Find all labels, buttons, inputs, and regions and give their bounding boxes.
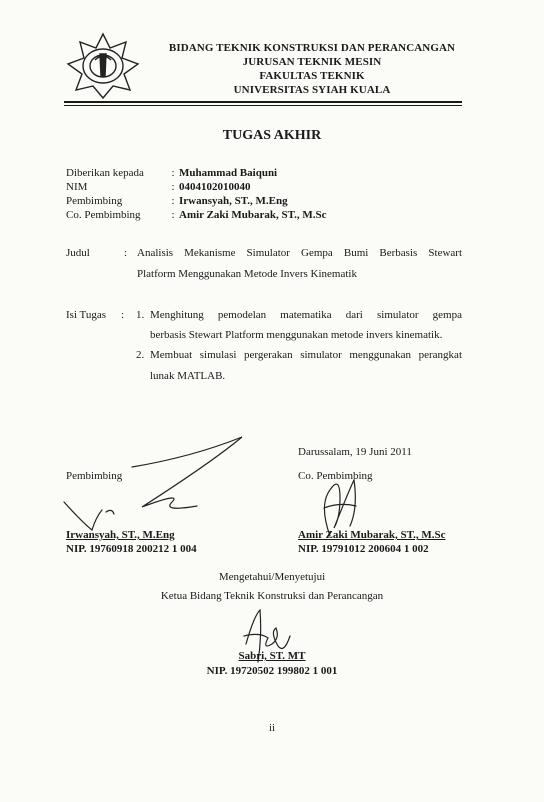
- judul-label: Judul: [66, 247, 90, 259]
- judul-line-1: Analisis Mekanisme Simulator Gempa Bumi Berbasis Stewart: [137, 247, 462, 259]
- approval-label: Mengetahui/Menyetujui: [218, 571, 326, 583]
- task-2-line-2: lunak MATLAB.: [150, 370, 226, 382]
- info-label: Diberikan kepada: [66, 167, 144, 179]
- task-1-line-1: Menghitung pemodelan matematika dari simulator gempa: [150, 309, 462, 321]
- info-value: Muhammad Baiquni: [179, 167, 278, 179]
- place-date: Darussalam, 19 Juni 2011: [298, 446, 412, 458]
- judul-colon: :: [124, 247, 128, 259]
- approver-name: Sabri, ST. MT: [238, 650, 306, 662]
- info-row: [66, 208, 327, 222]
- info-colon: :: [171, 195, 175, 207]
- approval-role: Ketua Bidang Teknik Konstruksi dan Perancangan: [160, 590, 384, 602]
- judul-line-2: Platform Menggunakan Metode Invers Kinematik: [137, 268, 357, 280]
- info-label: NIM: [66, 181, 88, 193]
- info-row: [66, 194, 288, 208]
- supervisor-nip: NIP. 19760918 200212 1 004: [66, 543, 197, 555]
- header-rule-thin: [64, 105, 462, 106]
- info-colon: :: [171, 167, 175, 179]
- info-value: Irwansyah, ST., M.Eng: [179, 195, 288, 207]
- department-name: BIDANG TEKNIK KONSTRUKSI DAN PERANCANGAN: [168, 42, 456, 54]
- isi-tugas-colon: :: [121, 309, 125, 321]
- co-supervisor-signature: [310, 468, 370, 538]
- co-supervisor-role: Co. Pembimbing: [298, 470, 373, 482]
- task-number-2: 2.: [136, 349, 145, 361]
- task-2-line-1: Membuat simulasi pergerakan simulator menggunakan perangkat: [150, 349, 462, 361]
- info-label: Co. Pembimbing: [66, 209, 141, 221]
- header-rule-thick: [64, 101, 462, 103]
- program-name: JURUSAN TEKNIK MESIN: [242, 56, 382, 68]
- info-row: [66, 180, 251, 194]
- info-colon: :: [171, 181, 175, 193]
- page-number: ii: [268, 722, 276, 734]
- faculty-name: FAKULTAS TEKNIK: [259, 70, 365, 82]
- task-number-1: 1.: [136, 309, 145, 321]
- isi-tugas-label: Isi Tugas: [66, 309, 107, 321]
- approver-nip: NIP. 19720502 199802 1 001: [206, 665, 338, 677]
- document-title: TUGAS AKHIR: [222, 128, 322, 143]
- university-logo: [64, 30, 142, 100]
- task-1-line-2: berbasis Stewart Platform menggunakan metode invers kinematik.: [150, 329, 443, 341]
- supervisor-signature: [62, 432, 252, 542]
- info-colon: :: [171, 209, 175, 221]
- info-label: Pembimbing: [66, 195, 123, 207]
- supervisor-role: Pembimbing: [66, 470, 123, 482]
- co-supervisor-nip: NIP. 19791012 200604 1 002: [298, 543, 429, 555]
- university-name: UNIVERSITAS SYIAH KUALA: [233, 84, 391, 96]
- info-row: [66, 166, 277, 180]
- info-value: 0404102010040: [179, 181, 251, 193]
- info-value: Amir Zaki Mubarak, ST., M.Sc: [179, 209, 327, 221]
- supervisor-name: Irwansyah, ST., M.Eng: [66, 529, 175, 541]
- co-supervisor-name: Amir Zaki Mubarak, ST., M.Sc: [298, 529, 446, 541]
